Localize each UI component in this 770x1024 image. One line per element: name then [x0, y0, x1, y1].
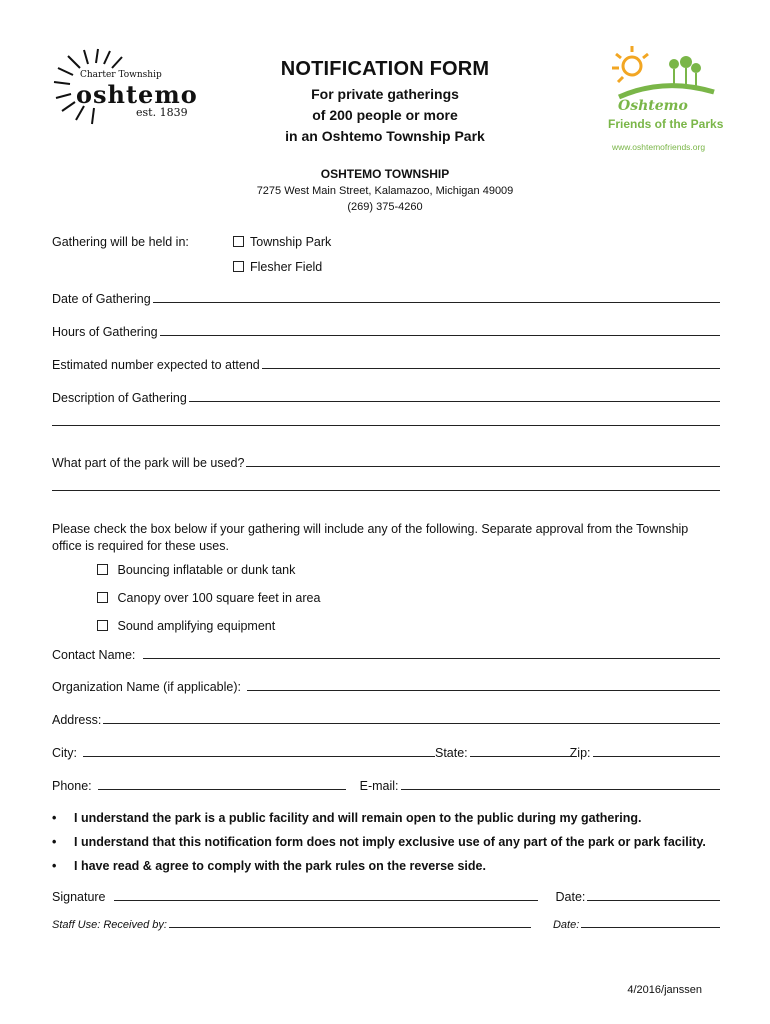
staff-received-line[interactable]	[169, 926, 531, 928]
signature-row	[52, 890, 720, 904]
subtitle-line-1: For private gatherings	[311, 86, 459, 102]
checkbox-icon[interactable]	[97, 564, 108, 575]
signature-input-line[interactable]	[114, 899, 538, 901]
logo-right-tagline: Friends of the Parks	[608, 117, 724, 131]
use-canopy[interactable]	[97, 591, 320, 605]
acknowledgement-3: • I have read & agree to comply with the park rules on the reverse side.	[52, 859, 486, 873]
phone-email-row	[52, 779, 720, 793]
subtitle-line-2: of 200 people or more	[312, 107, 458, 123]
use-sound-equipment[interactable]	[97, 619, 275, 633]
logo-right-name: Oshtemo	[618, 98, 688, 114]
field-label: Hours of Gathering	[52, 325, 158, 339]
staff-date-line[interactable]	[581, 926, 720, 928]
city-input-line[interactable]	[83, 755, 435, 757]
description-continuation-line[interactable]	[52, 424, 720, 429]
zip-label: Zip:	[569, 746, 591, 760]
staff-date-label: Date:	[552, 919, 580, 931]
logo-name: oshtemo	[76, 80, 198, 109]
acknowledgement-text: I understand that this notification form does not imply exclusive use of any part of the park or park facility.	[74, 835, 706, 849]
field-label: Organization Name (if applicable):	[52, 680, 241, 694]
org-address: 7275 West Main Street, Kalamazoo, Michigan 49009	[256, 185, 514, 197]
org-phone: (269) 375-4260	[347, 201, 423, 213]
email-input-line[interactable]	[401, 788, 720, 790]
phone-input-line[interactable]	[98, 788, 346, 790]
date-of-gathering-field[interactable]	[52, 292, 720, 306]
uses-intro: Please check the box below if your gathering will include any of the following. Separate approval from the Township office is required for these uses.	[52, 522, 689, 553]
city-label: City:	[52, 746, 77, 760]
field-label: Contact Name:	[52, 648, 136, 662]
checkbox-icon[interactable]	[97, 620, 108, 631]
use-label: Bouncing inflatable or dunk tank	[117, 563, 296, 577]
field-label: What part of the park will be used?	[52, 456, 245, 470]
hours-of-gathering-field[interactable]	[52, 325, 720, 339]
state-input-line[interactable]	[470, 755, 570, 757]
subtitle-line-3: in an Oshtemo Township Park	[285, 128, 485, 144]
signature-date-label: Date:	[555, 890, 586, 904]
contact-name-field[interactable]	[52, 648, 720, 662]
field-label: Description of Gathering	[52, 391, 187, 405]
park-part-field[interactable]	[52, 456, 720, 470]
checkbox-icon[interactable]	[97, 592, 108, 603]
state-label: State:	[435, 746, 468, 760]
email-label: E-mail:	[359, 779, 399, 793]
estimated-attendance-field[interactable]	[52, 358, 720, 372]
phone-label: Phone:	[52, 779, 92, 793]
acknowledgement-text: I understand the park is a public facility and will remain open to the public during my gathering.	[74, 811, 642, 825]
acknowledgement-text: I have read & agree to comply with the park rules on the reverse side.	[74, 859, 486, 873]
staff-use-row	[52, 919, 720, 931]
use-label: Canopy over 100 square feet in area	[117, 591, 321, 605]
zip-input-line[interactable]	[593, 755, 720, 757]
checkbox-icon[interactable]	[233, 236, 244, 247]
footer-revision: 4/2016/janssen	[627, 984, 702, 996]
acknowledgement-2: • I understand that this notification form does not imply exclusive use of any part of the park or park facility.	[52, 835, 706, 849]
description-field[interactable]	[52, 391, 720, 405]
field-label: Estimated number expected to attend	[52, 358, 260, 372]
option-label: Township Park	[250, 235, 332, 249]
signature-date-line[interactable]	[587, 899, 720, 901]
logo-est: est. 1839	[136, 106, 188, 119]
logo-right-url: www.oshtemofriends.org	[612, 142, 706, 152]
checkbox-icon[interactable]	[233, 261, 244, 272]
org-name: OSHTEMO TOWNSHIP	[320, 167, 450, 181]
organization-field[interactable]	[52, 680, 720, 694]
city-state-zip-row	[52, 746, 720, 760]
use-bouncing-inflatable[interactable]	[97, 563, 295, 577]
address-field[interactable]	[52, 713, 720, 727]
option-township-park[interactable]	[233, 235, 331, 249]
option-flesher-field[interactable]	[233, 260, 322, 274]
park-part-continuation-line[interactable]	[52, 489, 720, 494]
field-label: Address:	[52, 713, 102, 727]
field-label: Date of Gathering	[52, 292, 151, 306]
page-title: NOTIFICATION FORM	[280, 58, 490, 80]
logo-top-text: Charter Township	[80, 70, 162, 80]
acknowledgement-1: • I understand the park is a public facility and will remain open to the public during my gathering.	[52, 811, 642, 825]
location-label: Gathering will be held in:	[52, 235, 189, 249]
signature-label: Signature	[52, 890, 106, 904]
option-label: Flesher Field	[250, 260, 323, 274]
staff-use-label: Staff Use: Received by:	[52, 919, 167, 931]
use-label: Sound amplifying equipment	[117, 619, 276, 633]
